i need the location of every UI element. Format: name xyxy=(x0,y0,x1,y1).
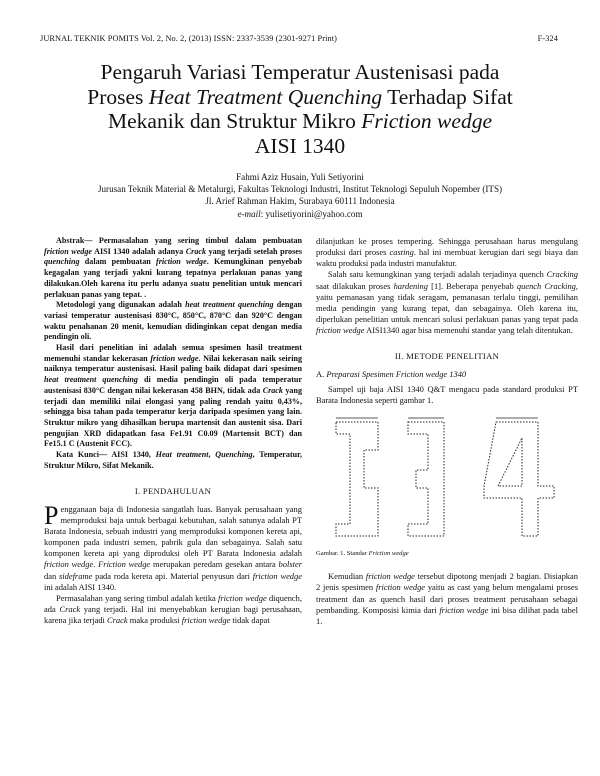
author-email: e-mail: yulisetiyorini@yahoo.com xyxy=(237,208,363,219)
title-line-2: Proses Heat Treatment Quenching Terhadap Sifat xyxy=(87,84,513,109)
running-header xyxy=(40,34,558,46)
author-names: Fahmi Aziz Husain, Yuli Setiyorini xyxy=(236,172,364,182)
right-p2: Salah satu kemungkinan yang terjadi adalah terjadinya quench Cracking saat dilakukan proses hardening [1]. Beberapa penyebab quench Cracking, yaitu pemanasan yang tidak seragam, pemanasan terlalu tinggi, pemilihan media pendingin yang kurang tepat, dan sebagainya. Oleh karena itu, diperlukan penelitian untuk mencari solusi perlakuan panas yang tepat pada friction wedge AISI1340 agar bisa memenuhi standar yang telah ditentukan. xyxy=(316,269,578,336)
title-line-4: AISI 1340 xyxy=(254,133,346,158)
figure-friction-wedge xyxy=(316,414,578,546)
figure-caption: Gambar. 1. Standar Friction wedge xyxy=(316,550,409,558)
title-line-1: Pengaruh Variasi Temperatur Austenisasi pada xyxy=(100,60,500,84)
abstract-p2: Metodologi yang digunakan adalah heat treatment quenching dengan variasi temperatur austenisasi 830°C, 850°C, 870°C dan 920°C dengan waktu penahanan 20 menit, kemudian didinginkan cepat dengan media pendingin oli. xyxy=(44,300,302,342)
abstract-p3: Hasil dari penelitian ini adalah semua spesimen hasil treatment memenuhi standar kekerasan friction wedge. Nilai kekerasan naik seiring naiknya temperatur austenisasi. Hasil paling baik didapat dari spesimen heat treatment quenching di media pendingin oli pada temperatur austenisasi 830°C dengan nilai kekerasan 458 BHN, tidak ada Crack yang terjadi dan memiliki nilai elongasi yang paling rendah yaitu 0,43%, sehingga bisa tahan pada temperatur kerja daripada spesimen yang lain. Struktur mikro yang dihasilkan berupa martensit dan austenit sisa. Dari pengujian XRD didapatkan fasa Fe1.91 C0.09 (Martensit BCT) dan Fe15.1 C (Austenit FCC). xyxy=(44,343,303,449)
right-p4: Kemudian friction wedge tersebut dipotong menjadi 2 bagian. Disiapkan 2 jenis spesimen friction wedge yaitu as cast yang belum mengalami proses treatment dan as quench hasil dari proses treatment perusahaan sebagai pembanding. Komposisi kimia dari friction wedge ini bisa dilihat pada tabel 1. xyxy=(316,571,578,626)
author-block xyxy=(40,171,560,220)
abstract xyxy=(44,236,302,471)
page-number: F-324 xyxy=(537,34,558,43)
author-affiliation: Jurusan Teknik Material & Metalurgi, Fakultas Teknologi Industri, Institut Teknologi Sepuluh Nopember (ITS) xyxy=(97,184,503,195)
author-address: Jl. Arief Rahman Hakim, Surabaya 60111 Indonesia xyxy=(205,196,395,207)
abstract-p1: Abstrak— Permasalahan yang sering timbul dalam pembuatan friction wedge AISI 1340 adalah adanya Crack yang terjadi setelah proses quenching dalam pembuatan friction wedge. Kemungkinan penyebab kegagalan yang terjadi yakni kurang tepatnya perlakuan panas yang dilakukan.Oleh karena itu perlu adanya suatu penelitian untuk mencari perlakuan panas yang tepat. . xyxy=(44,236,302,299)
left-column xyxy=(44,236,302,626)
intro-p1: Pengganaan baja di Indonesia sangatlah luas. Banyak perusahaan yang memproduksi baja untuk berbagai kebutuhan, salah satunya adalah PT Barata Indonesia, sebuah industri yang memproduksi komponen kereta api, komponen pada industri semen, pabrik gula dan sebagainya. Salah satu komponen kereta api yang diproduksi oleh PT Barata Indonesia adalah friction wedge. Friction wedge merupakan peredam gesekan antara bolster dan sideframe pada roda kereta api. Material penyusun dari friction wedge ini adalah AISI 1340. xyxy=(44,500,302,592)
journal-info: JURNAL TEKNIK POMITS Vol. 2, No. 2, (2013) ISSN: 2337-3539 (2301-9271 Print) xyxy=(40,34,337,43)
friction-wedge-drawing xyxy=(316,414,578,546)
right-p1: dilanjutkan ke proses tempering. Sehingga perusahaan harus mengulang produksi dari proses casting. hal ini membuat kerugian dari segi biaya dan waktu produksi pada industri manufaktur. xyxy=(316,236,578,269)
paper-title xyxy=(40,60,560,158)
section-heading-2: II. METODE PENELITIAN xyxy=(394,351,500,362)
right-column xyxy=(316,236,578,627)
title-line-3: Mekanik dan Struktur Mikro Friction wedge xyxy=(108,109,492,133)
drop-cap: P xyxy=(44,500,59,530)
right-p3: Sampel uji baja AISI 1340 Q&T mengacu pada standard produksi PT Barata Indonesia seperti gambar 1. xyxy=(316,383,578,405)
keywords: Kata Kunci— AISI 1340, Heat treatment, Quenching, Temperatur, Struktur Mikro, Sifat Mekanik. xyxy=(44,450,303,470)
intro-p2: Permasalahan yang sering timbul adalah ketika friction wedge diquench, ada Crack yang terjadi. Hal ini menyebabkan kerugian bagi perusahaan, karena jika terjadi Crack maka produksi friction wedge tidak dapat xyxy=(44,592,302,626)
subsection-heading: A. Preparasi Spesimen Friction wedge 1340 xyxy=(316,368,467,379)
section-heading-1: I. PENDAHULUAN xyxy=(134,486,212,497)
